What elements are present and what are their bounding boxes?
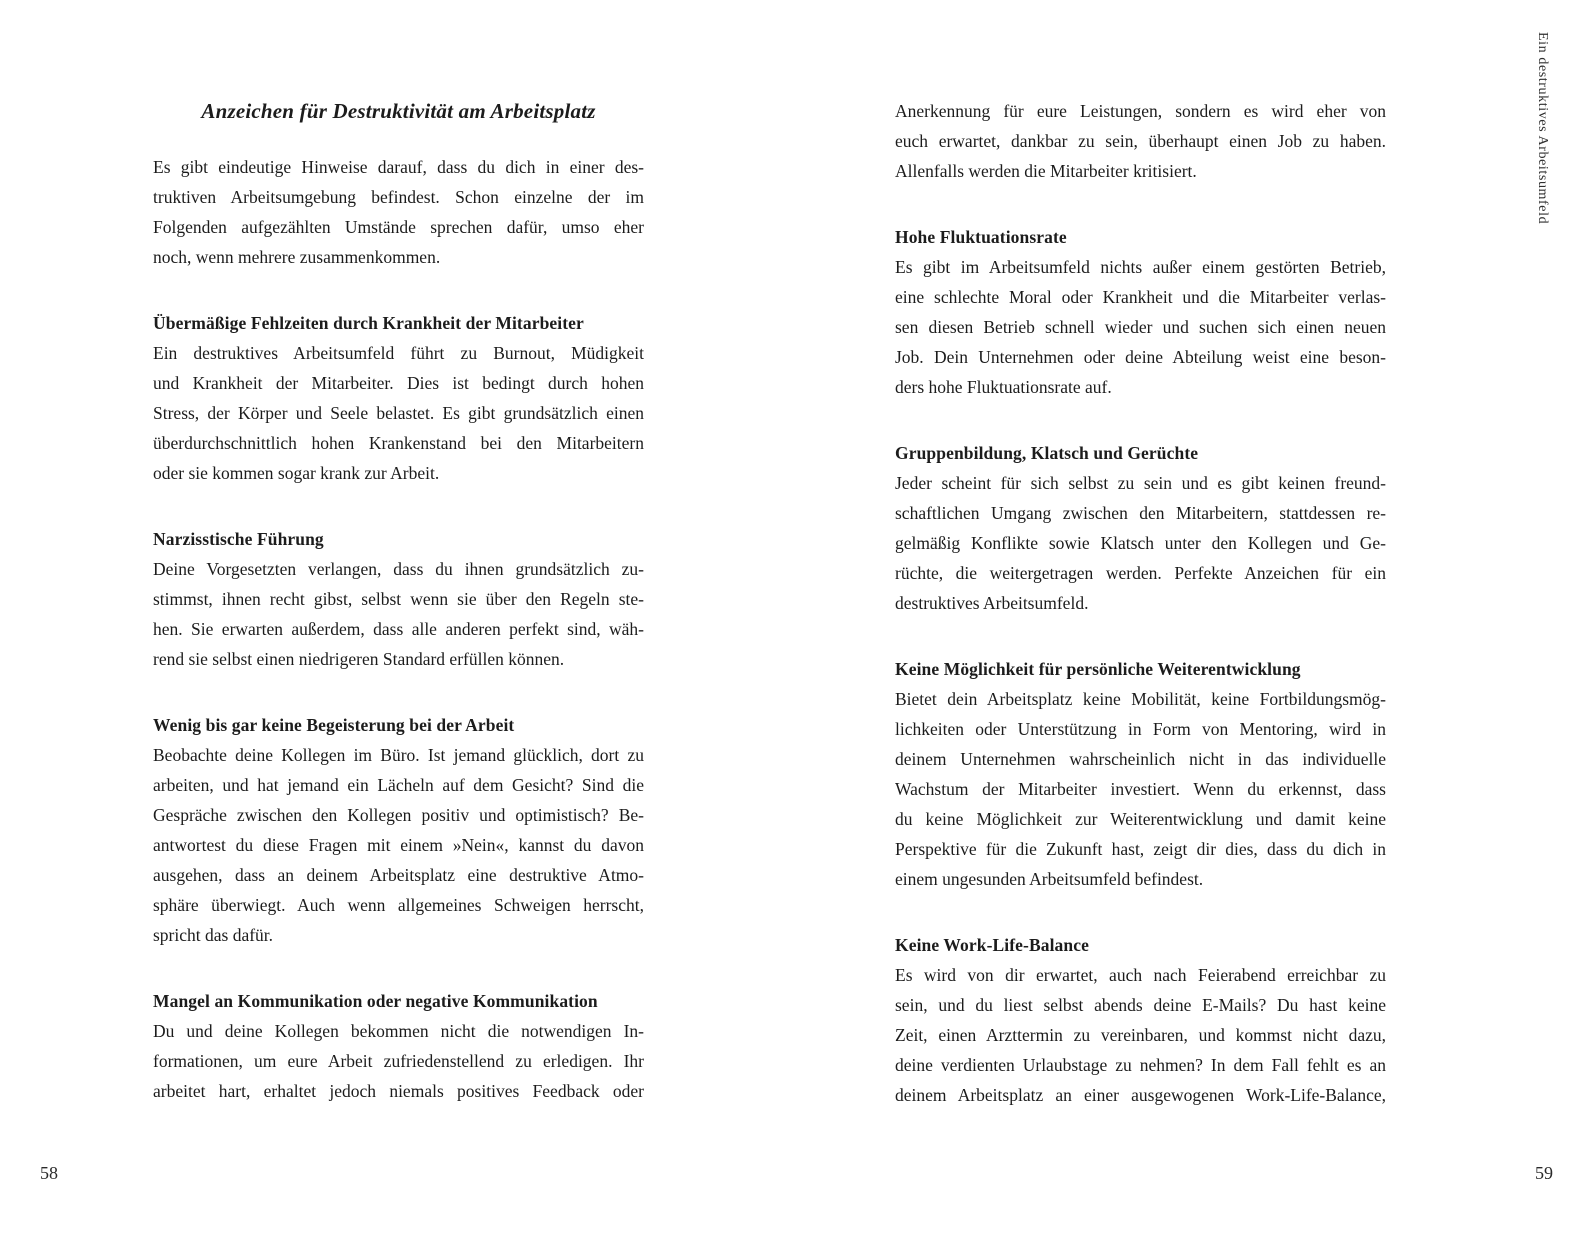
- paragraph: [153, 338, 644, 488]
- right-page-text-column: [895, 96, 1386, 1110]
- text-line: hen. Sie erwarten außerdem, dass alle anderen perfekt sind, wäh-: [153, 619, 644, 639]
- paragraph: [895, 960, 1386, 1110]
- text-line: Deine Vorgesetzten verlangen, dass du ihnen grundsätzlich zu-: [153, 559, 644, 579]
- text-line: antwortest du diese Fragen mit einem »Nein«, kannst du davon: [153, 835, 644, 855]
- text-line: Perspektive für die Zukunft hast, zeigt dir dies, dass du dich in: [895, 839, 1386, 859]
- text-line: Du und deine Kollegen bekommen nicht die notwendigen In-: [153, 1021, 644, 1041]
- text-line: sein, und du liest selbst abends deine E-Mails? Du hast keine: [895, 995, 1386, 1015]
- running-header-vertical: Ein destruktives Arbeitsumfeld: [1535, 32, 1550, 225]
- section-heading: Narzisstische Führung: [153, 529, 324, 549]
- text-line: deinem Unternehmen wahrscheinlich nicht in das individuelle: [895, 749, 1386, 769]
- text-line: Zeit, einen Arzttermin zu vereinbaren, und kommst nicht dazu,: [895, 1025, 1386, 1045]
- text-line: rüchte, die weitergetragen werden. Perfekte Anzeichen für ein: [895, 563, 1386, 583]
- text-line: sen diesen Betrieb schnell wieder und suchen sich einen neuen: [895, 317, 1386, 337]
- text-line: Folgenden aufgezählten Umstände sprechen dafür, umso eher: [153, 217, 644, 237]
- section-heading: Wenig bis gar keine Begeisterung bei der Arbeit: [153, 715, 515, 735]
- text-line: Es gibt im Arbeitsumfeld nichts außer einem gestörten Betrieb,: [895, 257, 1386, 277]
- text-line: schaftlichen Umgang zwischen den Mitarbeitern, stattdessen re-: [895, 503, 1386, 523]
- page-number-right: 59: [1535, 1163, 1553, 1183]
- text-line: euch erwartet, dankbar zu sein, überhaupt einen Job zu haben.: [895, 131, 1386, 151]
- text-line: deinem Arbeitsplatz an einer ausgewogenen Work-Life-Balance,: [895, 1085, 1386, 1105]
- text-line: lichkeiten oder Unterstützung in Form von Mentoring, wird in: [895, 719, 1386, 739]
- text-line: Jeder scheint für sich selbst zu sein und es gibt keinen freund-: [895, 473, 1386, 493]
- text-line: stimmst, ihnen recht gibst, selbst wenn sie über den Regeln ste-: [153, 589, 644, 609]
- text-line: deine verdienten Urlaubstage zu nehmen? In dem Fall fehlt es an: [895, 1055, 1386, 1075]
- paragraph: [153, 740, 644, 950]
- text-line: Es gibt eindeutige Hinweise darauf, dass du dich in einer des-: [153, 157, 644, 177]
- text-line: überdurchschnittlich hohen Krankenstand bei den Mitarbeitern: [153, 433, 644, 453]
- text-line: Beobachte deine Kollegen im Büro. Ist jemand glücklich, dort zu: [153, 745, 644, 765]
- paragraph: [895, 468, 1386, 618]
- paragraph: [153, 554, 644, 674]
- text-line: arbeitet hart, erhaltet jedoch niemals positives Feedback oder: [153, 1081, 644, 1101]
- section-heading: Mangel an Kommunikation oder negative Kommunikation: [153, 991, 598, 1011]
- text-line: noch, wenn mehrere zusammenkommen.: [153, 247, 441, 267]
- paragraph: [895, 252, 1386, 402]
- text-line: ders hohe Fluktuationsrate auf.: [895, 377, 1112, 397]
- text-line: Anerkennung für eure Leistungen, sondern es wird eher von: [895, 101, 1386, 121]
- text-line: sphäre überwiegt. Auch wenn allgemeines Schweigen herrscht,: [153, 895, 644, 915]
- text-line: Stress, der Körper und Seele belastet. Es gibt grundsätzlich einen: [153, 403, 644, 423]
- text-line: formationen, um eure Arbeit zufriedenstellend zu erledigen. Ihr: [153, 1051, 644, 1071]
- text-line: du keine Möglichkeit zur Weiterentwicklung und damit keine: [895, 809, 1386, 829]
- text-line: arbeiten, und hat jemand ein Lächeln auf dem Gesicht? Sind die: [153, 775, 644, 795]
- section-heading: Übermäßige Fehlzeiten durch Krankheit der Mitarbeiter: [153, 313, 584, 333]
- section-heading: Keine Work-Life-Balance: [895, 935, 1089, 955]
- text-line: Bietet dein Arbeitsplatz keine Mobilität, keine Fortbildungsmög-: [895, 689, 1386, 709]
- text-line: eine schlechte Moral oder Krankheit und die Mitarbeiter verlas-: [895, 287, 1386, 307]
- text-line: Es wird von dir erwartet, auch nach Feierabend erreichbar zu: [895, 965, 1386, 985]
- chapter-title: Anzeichen für Destruktivität am Arbeitsplatz: [201, 99, 596, 123]
- text-line: Gespräche zwischen den Kollegen positiv und optimistisch? Be-: [153, 805, 644, 825]
- section-heading: Hohe Fluktuationsrate: [895, 227, 1067, 247]
- text-line: Ein destruktives Arbeitsumfeld führt zu Burnout, Müdigkeit: [153, 343, 644, 363]
- section-heading: Keine Möglichkeit für persönliche Weiterentwicklung: [895, 659, 1301, 679]
- page-number-left: 58: [40, 1163, 58, 1183]
- text-line: gelmäßig Konflikte sowie Klatsch unter den Kollegen und Ge-: [895, 533, 1386, 553]
- left-page-text-column: [153, 96, 644, 1106]
- text-line: oder sie kommen sogar krank zur Arbeit.: [153, 463, 440, 483]
- text-line: Job. Dein Unternehmen oder deine Abteilung weist eine beson-: [895, 347, 1386, 367]
- text-line: truktiven Arbeitsumgebung befindest. Schon einzelne der im: [153, 187, 644, 207]
- text-line: destruktives Arbeitsumfeld.: [895, 593, 1089, 613]
- paragraph: [895, 684, 1386, 894]
- text-line: Wachstum der Mitarbeiter investiert. Wenn du erkennst, dass: [895, 779, 1386, 799]
- section-heading: Gruppenbildung, Klatsch und Gerüchte: [895, 443, 1199, 463]
- paragraph: [153, 1016, 644, 1106]
- paragraph: [895, 96, 1386, 186]
- text-line: rend sie selbst einen niedrigeren Standard erfüllen können.: [153, 649, 565, 669]
- paragraph: [153, 152, 644, 272]
- text-line: Allenfalls werden die Mitarbeiter kritisiert.: [895, 161, 1197, 181]
- text-line: einem ungesunden Arbeitsumfeld befindest.: [895, 869, 1204, 889]
- text-line: spricht das dafür.: [153, 925, 274, 945]
- text-line: und Krankheit der Mitarbeiter. Dies ist bedingt durch hohen: [153, 373, 644, 393]
- text-line: ausgehen, dass an deinem Arbeitsplatz eine destruktive Atmo-: [153, 865, 644, 885]
